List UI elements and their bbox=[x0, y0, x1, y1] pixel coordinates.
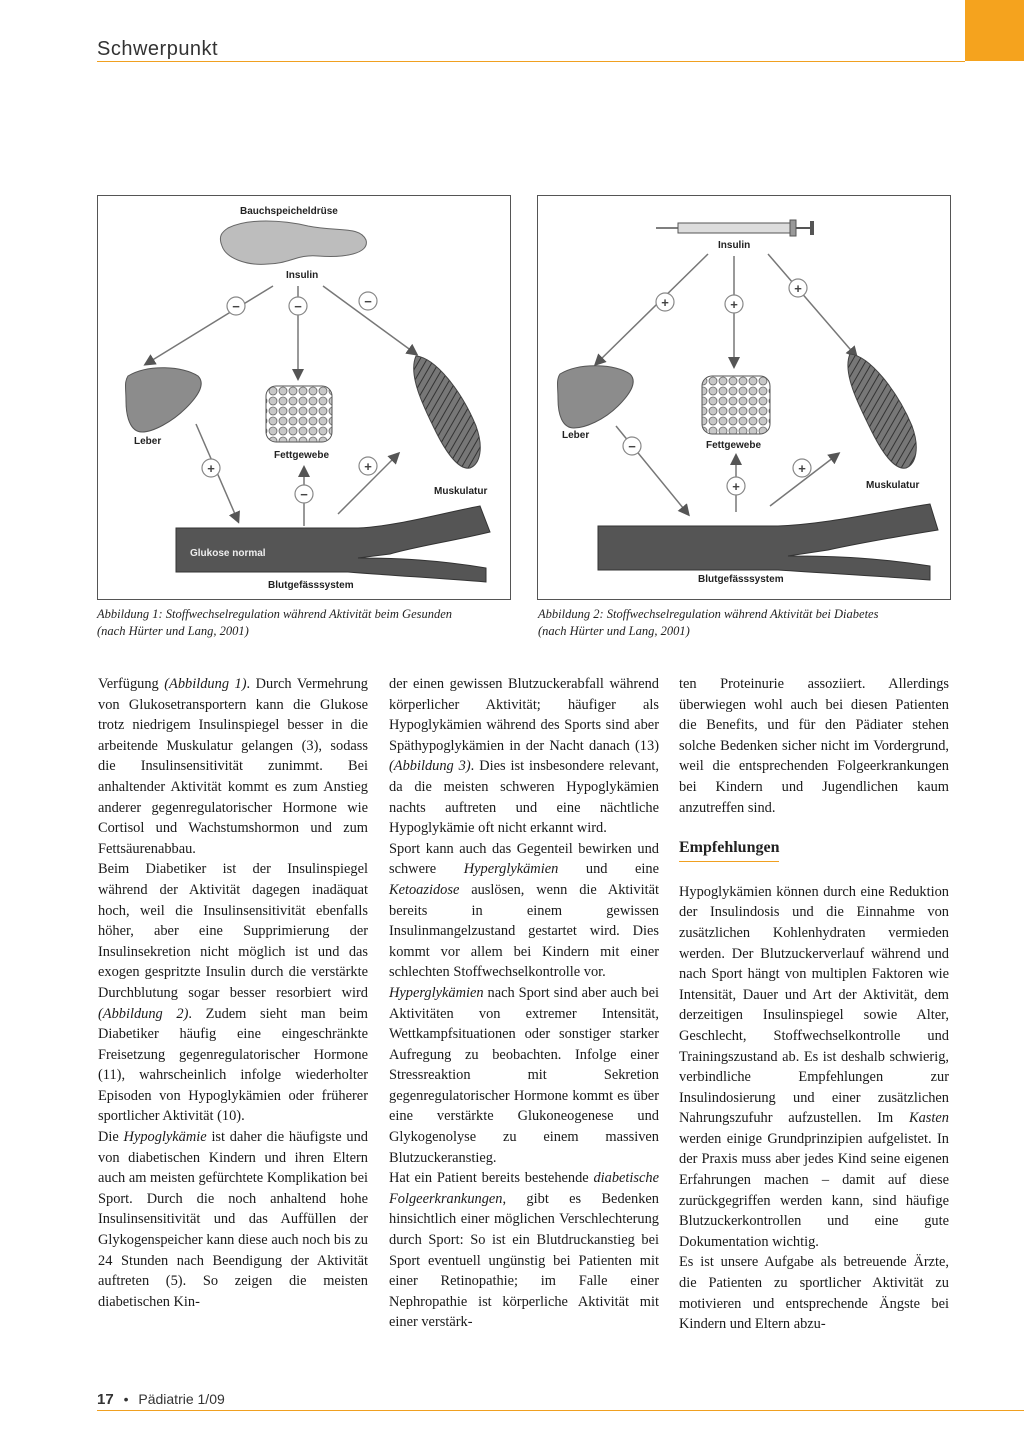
muscle-shape bbox=[414, 356, 481, 468]
figure-2-caption bbox=[538, 606, 968, 640]
sign-1: − bbox=[232, 299, 240, 314]
sign-2-5: + bbox=[732, 479, 740, 494]
emphasis: Hyperglykämien bbox=[463, 861, 559, 878]
liver-shape-2 bbox=[558, 366, 634, 428]
sign-2-6: + bbox=[798, 461, 806, 476]
emphasis: Hyperglykämien bbox=[389, 984, 484, 1001]
figure-reference: (Abbildung 3) bbox=[389, 758, 471, 775]
muscle-label: Muskulatur bbox=[434, 486, 488, 497]
sign-2-4: − bbox=[628, 439, 636, 454]
paragraph bbox=[389, 983, 659, 1168]
text-run: werden einige Grundprinzipien aufgelistet. In der Praxis muss aber jedes Kind seine eigenen Erfahrungen machen – damit auf diese zurückgegriffen werden kann, sind häufige Blutzuckerkontrollen und eine gute Dokumentation wichtig. bbox=[679, 1130, 949, 1250]
emphasis: Hypoglykämie bbox=[123, 1129, 207, 1146]
figure-1 bbox=[97, 195, 511, 600]
emphasis: Kasten bbox=[909, 1110, 949, 1127]
header-rule bbox=[97, 61, 965, 62]
section-heading: Empfehlungen bbox=[679, 838, 779, 862]
fat-tissue-shape bbox=[266, 386, 332, 442]
text-run: Verfügung bbox=[98, 676, 165, 692]
pancreas-shape bbox=[220, 221, 366, 264]
figure-reference: (Abbildung 2) bbox=[98, 1005, 189, 1022]
emphasis: Ketoazidose bbox=[389, 881, 460, 898]
text-column-3 bbox=[679, 674, 949, 1335]
sign-3: − bbox=[364, 294, 372, 309]
section-color-tab bbox=[965, 0, 1024, 61]
figure-2-caption-line-2: (nach Hürter und Lang, 2001) bbox=[538, 624, 690, 638]
paragraph: ten Proteinurie assoziiert. Allerdings überwiegen wohl auch bei diesen Patienten die Benefits, und für den Pädiater stehen solche Bedenken sicher nicht im Vordergrund, weil die entsprechenden Folgeerkrankungen bei Kindern und Jugendlichen kaum anzutreffen sind. bbox=[679, 676, 949, 816]
figure-1-diagram bbox=[98, 196, 510, 599]
text-run: Beim Diabetiker ist der Insulinspiegel während der Aktivität dagegen inadäquat hoch, weil die Insulinsensitivität ebenfalls höher, aber eine Supprimierung der Insulinsekretion nicht möglich ist und das exogen gespritzte Insulin durch die verstärkte Durchblutung sogar besser resorbiert wird bbox=[98, 861, 368, 1001]
figure-2-caption-line-1: Abbildung 2: Stoffwechselregulation während Aktivität bei Diabetes bbox=[538, 607, 879, 621]
fat-label: Fettgewebe bbox=[274, 450, 330, 461]
paragraph bbox=[389, 674, 659, 839]
sign-2-3: + bbox=[794, 281, 802, 296]
text-run: . Dies ist insbesondere relevant, da die meisten schweren Hypoglykämien nachts auftreten und eine nächtliche Hypoglykämie oft nicht erkannt wird. bbox=[389, 758, 660, 837]
fat-label-2: Fettgewebe bbox=[706, 440, 762, 451]
text-run: . Durch Vermehrung von Glukosetransportern kann die Glukose trotz niedrigem Insulinspiegel besser in die arbeitende Muskulatur gelangen (3), sodass die Insulinsensitivität zunimmt. Bei anhaltender Aktivität kommt es zum Anstieg anderer gegenregulatorischer Hormone wie Cortisol und Wachstumshormon und zum Fettsäurenabbau. bbox=[98, 676, 368, 857]
syringe-icon bbox=[656, 220, 814, 236]
text-run: auslösen, wenn die Aktivität bereits in einem gewissen Insulinmangelzustand gestartet wird. Dies kommt vor allem bei Kindern mit einer schlechten Stoffwechselkontrolle vor. bbox=[389, 881, 659, 981]
section-title: Schwerpunkt bbox=[97, 38, 219, 60]
muscle-label-2: Muskulatur bbox=[866, 480, 920, 491]
paragraph bbox=[98, 674, 368, 859]
text-column-2 bbox=[389, 674, 659, 1333]
paragraph bbox=[98, 1127, 368, 1312]
text-run: nach Sport sind aber auch bei Aktivitäten von extremer Intensität, Wettkampfsituationen oder sonstiger starker Aufregung zu beobachten. Infolge einer Stressreaktion mit Sekretion gegenregulatorischer Hormone kommt es über eine verstärkte Glukoneogenese und Glykogenolyse zu einem massiven Blutzuckeranstieg. bbox=[389, 984, 659, 1166]
glucose-label: Glukose normal bbox=[190, 548, 266, 559]
paragraph bbox=[389, 1168, 659, 1333]
page-number: 17 bbox=[97, 1391, 114, 1408]
journal-issue: Pädiatrie 1/09 bbox=[138, 1391, 225, 1407]
text-run: Hypoglykämien können durch eine Reduktion der Insulindosis und die Einnahme von zusätzlichen Kohlenhydraten vermieden werden. Der Blutzuckerverlauf während und nach Sport hängt von multiplen Faktoren wie Intensität, Dauer und Art der Aktivität, dem derzeitigen Insulinspiegel sowie Alter, Geschlecht, Stoffwechselkontrolle und Trainingszustand ab. Es ist deshalb schwierig, verbindliche Empfehlungen zur Insulindosierung und einer zusätzlichen Nahrungszufuhr aufzustellen. Im bbox=[679, 883, 949, 1127]
text-run: Sport kann auch das Gegenteil bewirken und schwere bbox=[389, 840, 659, 878]
insulin-label-2: Insulin bbox=[718, 240, 751, 251]
figure-2-diagram bbox=[538, 196, 950, 599]
footer-rule bbox=[97, 1410, 1024, 1411]
vessel-label: Blutgefässsystem bbox=[268, 580, 354, 591]
text-run: ist daher die häufigste und von diabetischen Kindern und ihren Eltern auch am meisten gefürchtete Komplikation bei Sport. Durch die noch anhaltend hohe Insulinsensitivität und das Auffüllen der Glykogenspeicher kann diese auch noch bis zu 24 Stunden nach Beendigung der Aktivität auftreten (5). So zeigen die meisten diabetischen Kin- bbox=[98, 1129, 368, 1310]
figure-2 bbox=[537, 195, 951, 600]
insulin-label: Insulin bbox=[286, 270, 319, 281]
text-run: Die bbox=[98, 1129, 124, 1146]
text-run: Hat ein Patient bereits bestehende bbox=[389, 1170, 594, 1187]
blood-vessel-shape-2 bbox=[598, 504, 938, 580]
liver-shape bbox=[126, 368, 202, 432]
text-run: und eine bbox=[558, 861, 659, 878]
sign-2-1: + bbox=[661, 295, 669, 310]
pancreas-label: Bauchspeicheldrüse bbox=[240, 206, 338, 217]
page-footer bbox=[97, 1391, 225, 1408]
figure-1-caption-line-2: (nach Hürter und Lang, 2001) bbox=[97, 624, 249, 638]
liver-label: Leber bbox=[134, 436, 162, 447]
sign-2-2: + bbox=[730, 297, 738, 312]
liver-label-2: Leber bbox=[562, 430, 590, 441]
footer-bullet: • bbox=[123, 1391, 129, 1407]
figure-reference: (Abbildung 1) bbox=[164, 676, 247, 692]
paragraph bbox=[98, 859, 368, 1127]
emphasis: diabetische Folgeerkrankungen bbox=[389, 1170, 659, 1207]
paragraph: Es ist unsere Aufgabe als betreuende Ärzte, die Patienten zu sportlicher Aktivität zu motivieren und entsprechende Ängste bei Kindern und Eltern abzu- bbox=[679, 1254, 949, 1333]
sign-2: − bbox=[294, 299, 302, 314]
fat-tissue-shape-2 bbox=[702, 376, 770, 434]
text-run: . Zudem sieht man beim Diabetiker häufig eine eingeschränkte Freisetzung gegenregulatorischer Hormone (11), wahrscheinlich infolge wiederholter Episoden von Hypoglykämien oder früherer sportlicher Aktivität (10). bbox=[98, 1005, 368, 1125]
figure-1-caption-line-1: Abbildung 1: Stoffwechselregulation während Aktivität beim Gesunden bbox=[97, 607, 453, 621]
figure-1-caption bbox=[97, 606, 527, 640]
sign-4: + bbox=[207, 461, 215, 476]
text-run: , gibt es Bedenken hinsichtlich einer möglichen Verschlechterung durch Sport: So ist ein Blutdruckanstieg bei Sport eventuell ungünstig bei Patienten mit einer Retinopathie; im Falle einer Nephropathie ist körperliche Aktivität mit einer verstärk- bbox=[389, 1190, 659, 1331]
muscle-shape-2 bbox=[848, 354, 916, 468]
sign-5: − bbox=[300, 487, 308, 502]
blood-vessel-shape bbox=[176, 506, 490, 582]
vessel-label-2: Blutgefässsystem bbox=[698, 574, 784, 585]
text-column-1 bbox=[98, 674, 368, 1312]
paragraph bbox=[389, 839, 659, 983]
text-run: der einen gewissen Blutzuckerabfall während körperlicher Aktivität; häufiger als Hypoglykämien während des Sports sind aber Späthypoglykämien in der Nacht danach (13) bbox=[389, 676, 659, 754]
sign-6: + bbox=[364, 459, 372, 474]
paragraph bbox=[679, 882, 949, 1253]
